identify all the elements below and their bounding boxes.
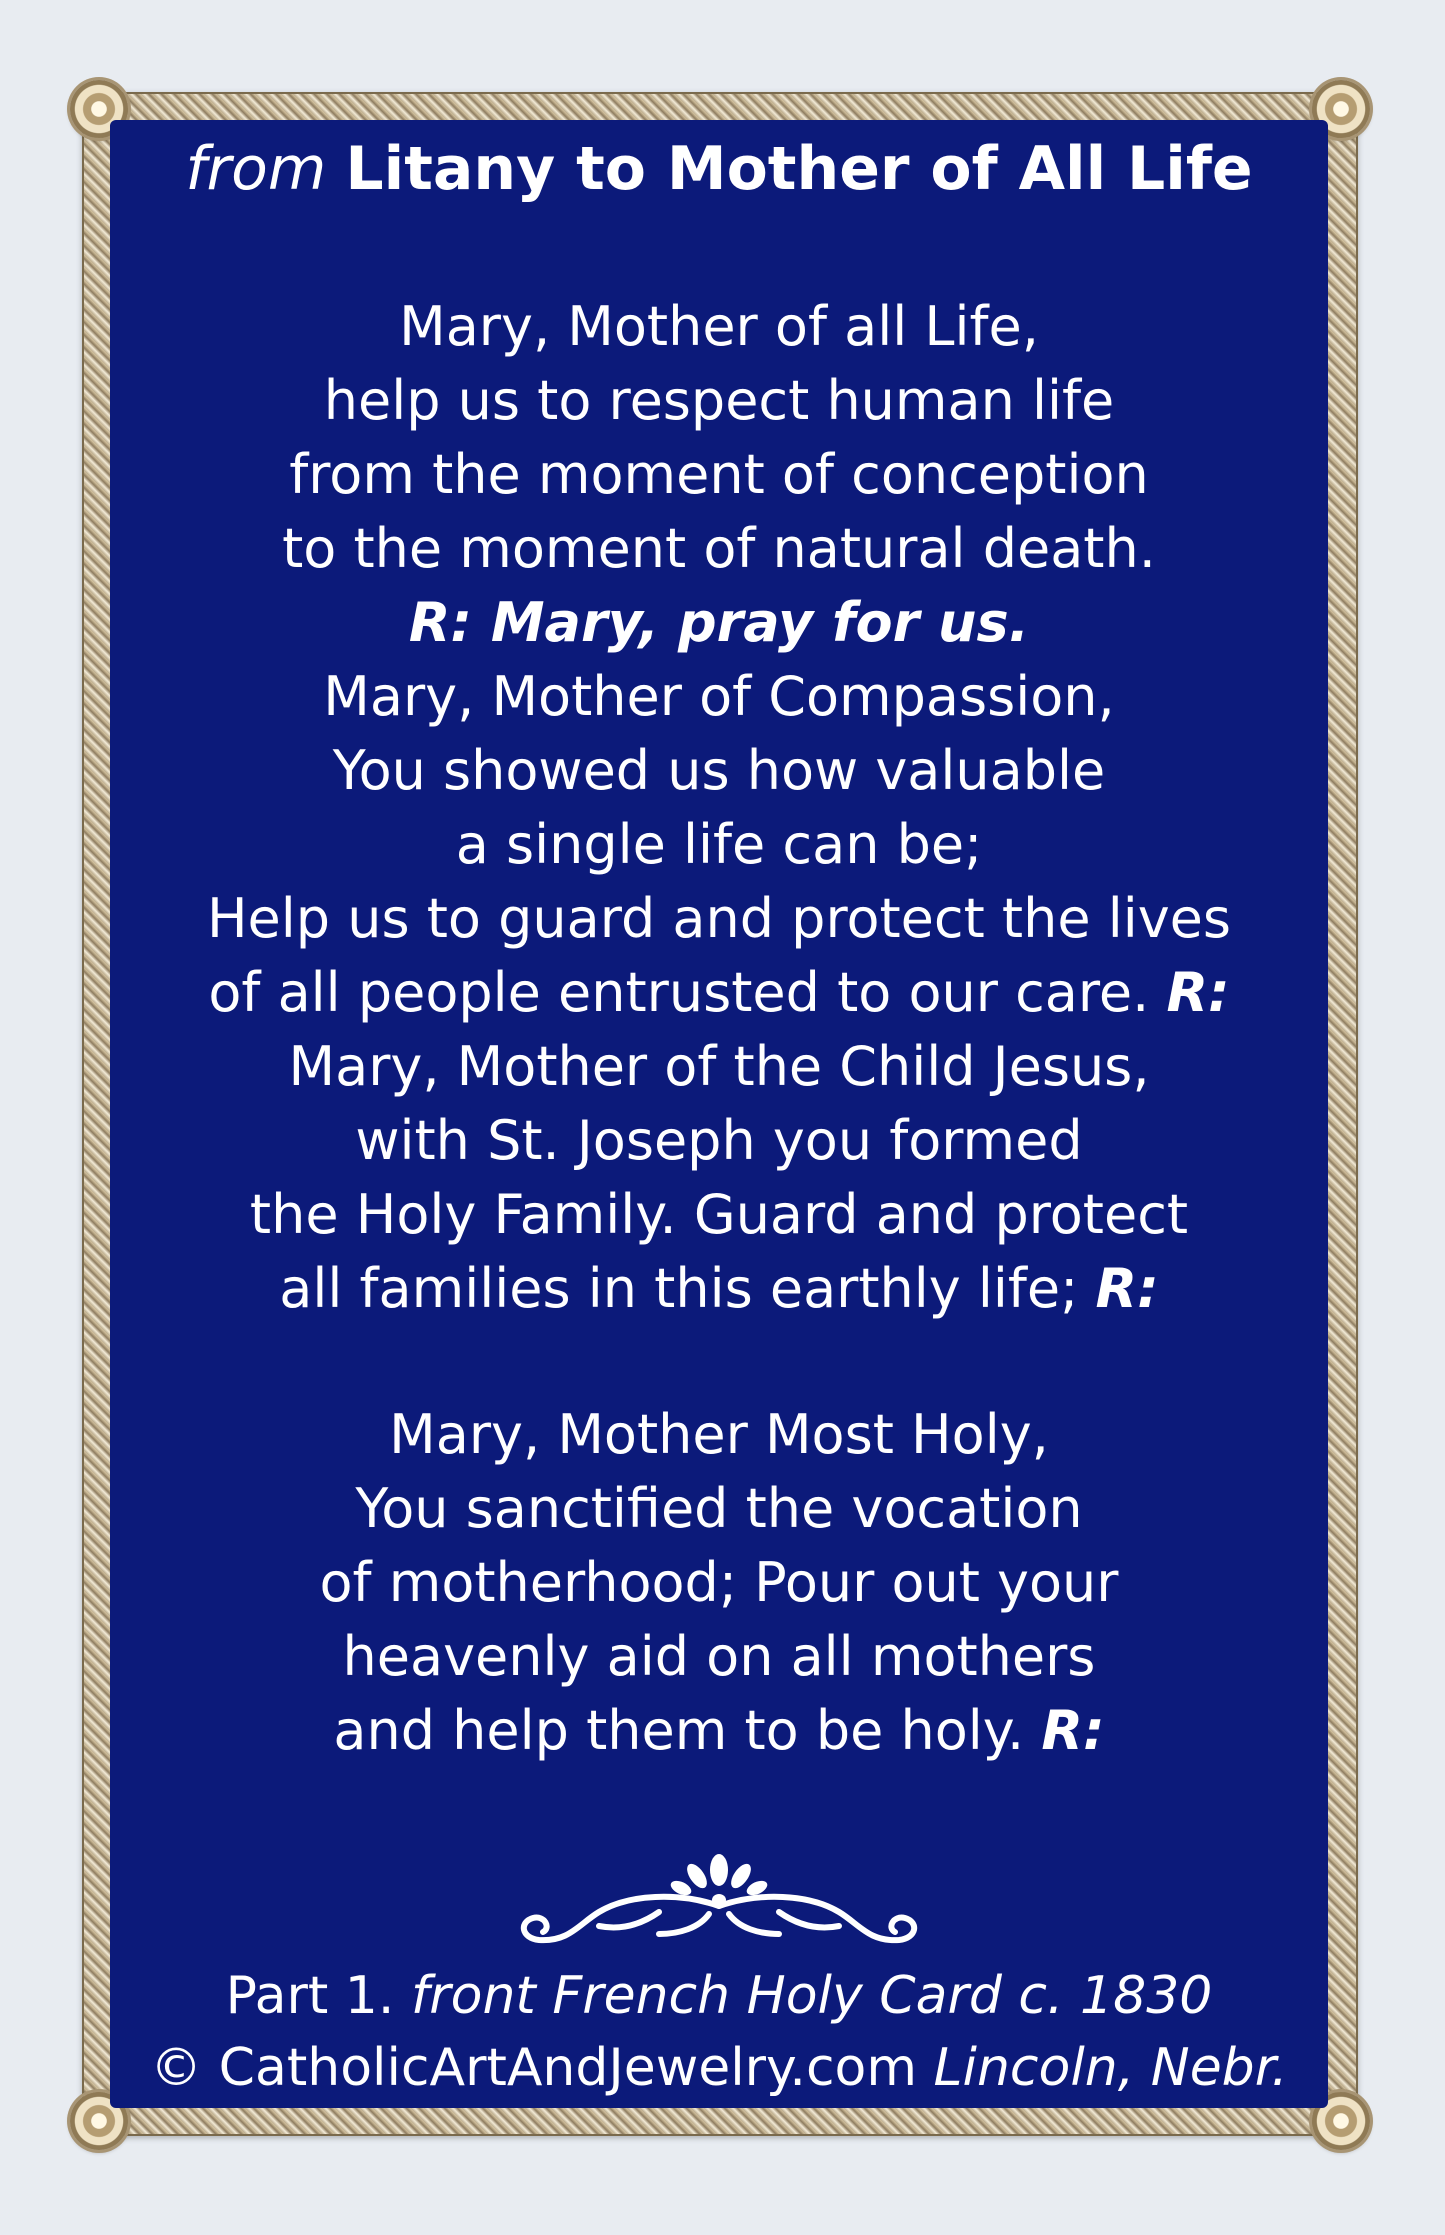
footer-line-1 [110,1960,1328,2032]
footer-line-2 [110,2032,1328,2104]
title-main: Litany to Mother of All Life [345,134,1253,204]
floral-scroll-ornament-icon [509,1842,929,1962]
stanza-line: a single life can be; [455,813,983,876]
response-text: R: [1166,961,1230,1024]
footer-part: Part 1. [225,1966,395,2026]
stanza-line: Mary, Mother of the Child Jesus, [288,1035,1150,1098]
stanza-line-with-response [110,956,1328,1030]
stanza-line: the Holy Family. Guard and protect [249,1183,1189,1246]
stanza-line: You sanctified the vocation [355,1477,1083,1540]
stanza-3 [110,1030,1328,1326]
title-prefix: from [185,134,327,204]
stanza-line: with St. Joseph you formed [355,1109,1083,1172]
stanza-line: of all people entrusted to our care. [208,961,1150,1024]
stanza-line: of motherhood; Pour out your [319,1551,1119,1614]
card-footer [110,1960,1328,2104]
stanza-4 [110,1398,1328,1768]
footer-copyright: © CatholicArtAndJewelry.com [150,2038,918,2098]
stanza-line: Mary, Mother of all Life, [399,295,1039,358]
stanza-line: help us to respect human life [323,369,1115,432]
stanza-1 [110,290,1328,660]
stanza-line: from the moment of conception [289,443,1149,506]
response-text: R: Mary, pray for us. [408,591,1030,654]
stanza-line: Mary, Mother of Compassion, [323,665,1115,728]
footer-location: Lincoln, Nebr. [933,2038,1288,2098]
stanza-line: and help them to be holy. [333,1699,1025,1762]
holy-card-panel [110,120,1328,2108]
stanza-line: all families in this earthly life; [279,1257,1079,1320]
stanza-line-with-response [110,1694,1328,1768]
stanza-line: Mary, Mother Most Holy, [389,1403,1049,1466]
stanza-line: heavenly aid on all mothers [342,1625,1096,1688]
stanza-line: Help us to guard and protect the lives [206,887,1232,950]
footer-source: front French Holy Card c. 1830 [410,1966,1213,2026]
stanza-line: You showed us how valuable [332,739,1106,802]
stanza-line: to the moment of natural death. [282,517,1156,580]
response-text: R: [1095,1257,1159,1320]
response-text: R: [1041,1699,1105,1762]
stanza-line-with-response [110,1252,1328,1326]
stanza-2 [110,660,1328,1030]
card-title [110,128,1328,210]
